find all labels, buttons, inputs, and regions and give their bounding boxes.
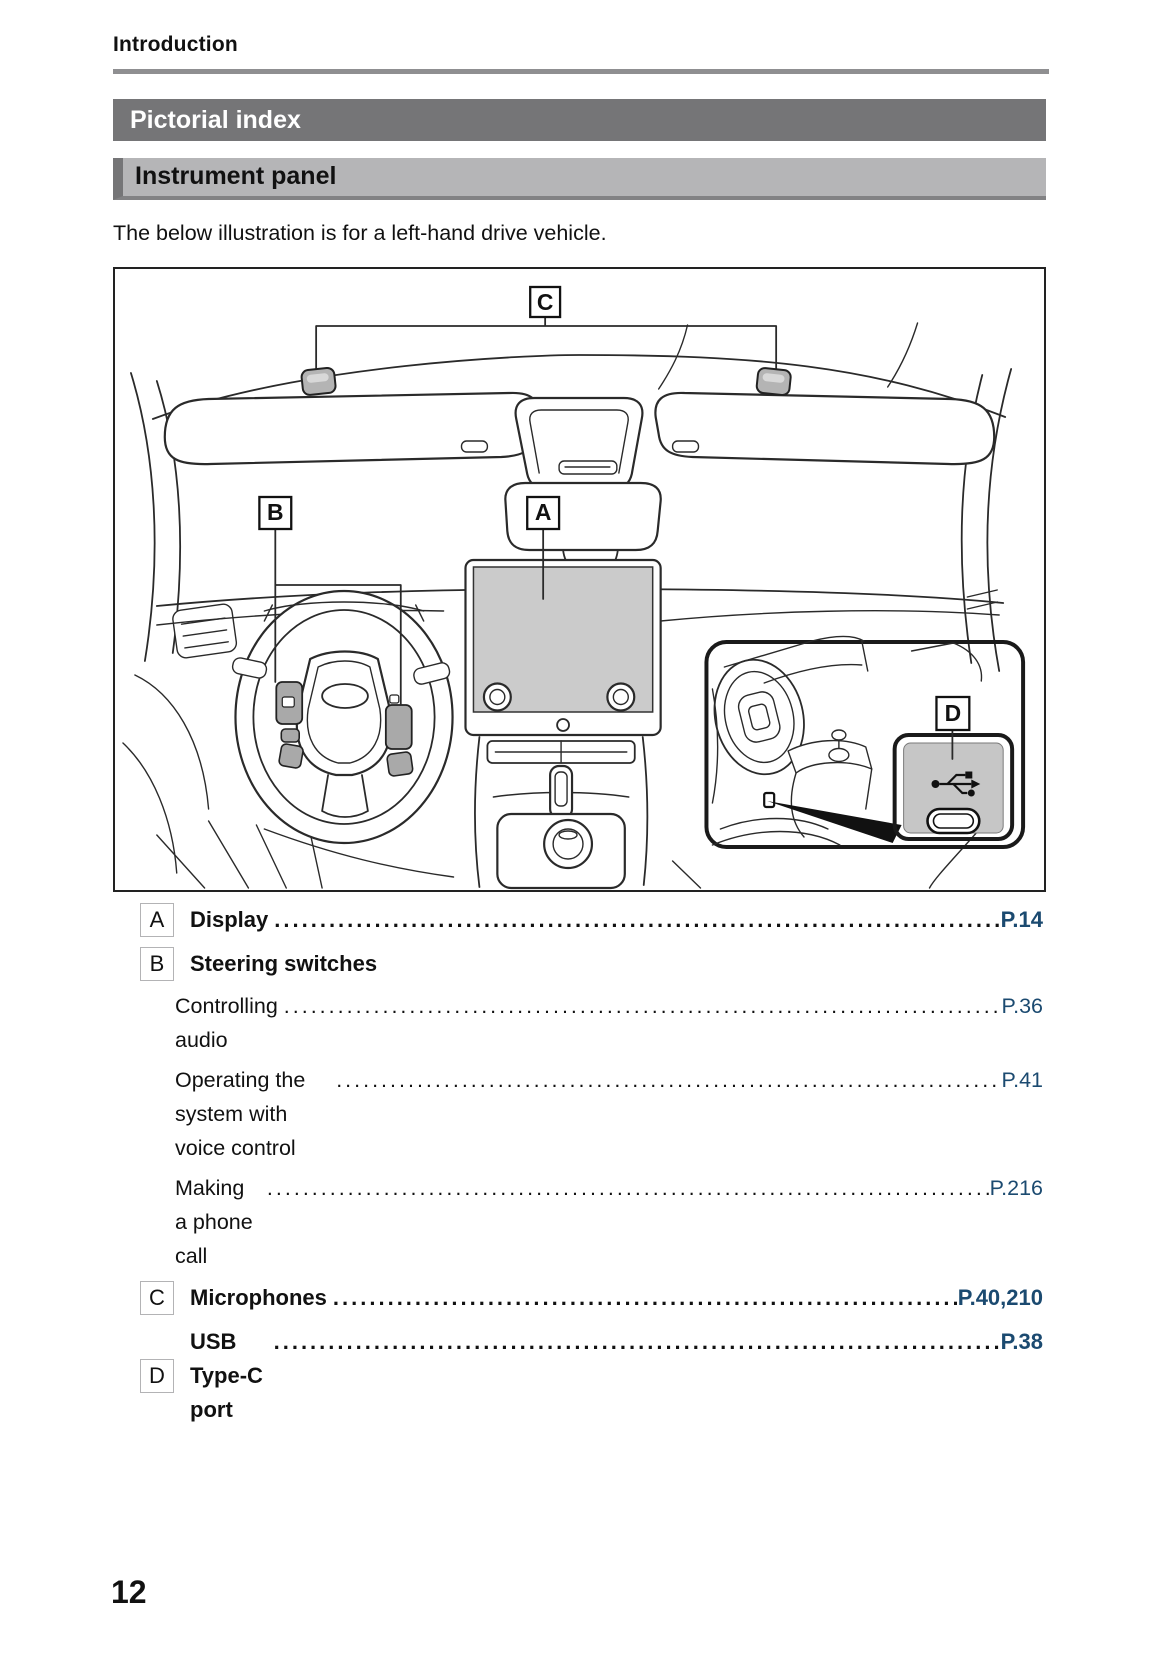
page-ref: P.14 — [1000, 907, 1043, 932]
dot-leader — [274, 903, 999, 937]
index-subitem-controlling-audio — [113, 989, 1046, 1057]
microphone-right — [756, 367, 791, 395]
dot-leader — [333, 1281, 957, 1315]
index-item-microphones — [113, 1281, 1046, 1315]
index-item-display — [113, 903, 1046, 937]
intro-text: The below illustration is for a left-hand drive vehicle. — [113, 221, 607, 245]
callout-d-letter: D — [944, 699, 962, 727]
usb-inset — [703, 637, 1023, 848]
magnifier-pointer — [767, 801, 901, 843]
instrument-panel-figure — [113, 267, 1046, 892]
dot-leader — [284, 989, 1001, 1023]
subsection-banner-label: Instrument panel — [135, 162, 337, 190]
index-item-usb-port — [113, 1325, 1046, 1427]
header-rule — [113, 69, 1049, 74]
page-ref: P.216 — [989, 1176, 1043, 1200]
page-ref: P.38 — [1000, 1329, 1043, 1354]
pictorial-index-list — [113, 903, 1046, 1437]
usb-port-location-marker — [764, 793, 774, 807]
index-subitem-phone-call — [113, 1171, 1046, 1273]
callout-c-letter: C — [536, 288, 554, 316]
callout-badge-d — [140, 1359, 174, 1393]
dot-leader — [267, 1171, 989, 1205]
subsection-banner — [113, 158, 1046, 200]
callout-a-letter: A — [534, 498, 552, 526]
instrument-panel-diagram — [115, 269, 1044, 890]
dot-leader — [274, 1325, 1000, 1359]
steering-switches-right — [386, 695, 413, 777]
index-sublabel: Operating the system with voice control — [175, 1068, 306, 1160]
index-item-steering-switches — [113, 947, 1046, 981]
callout-badge-b — [140, 947, 174, 981]
page-number: 12 — [111, 1574, 147, 1610]
usb-c-port — [928, 809, 980, 833]
page-ref: P.36 — [1001, 994, 1043, 1018]
badge-letter: C — [149, 1285, 165, 1310]
index-sublabel: Controlling audio — [175, 994, 278, 1052]
steering-wheel — [231, 591, 452, 843]
index-label: USB Type-C port — [190, 1329, 263, 1422]
callout-c — [301, 287, 791, 396]
badge-letter: A — [149, 907, 165, 932]
usb-magnified-panel — [895, 697, 1012, 839]
index-label: Display — [190, 907, 269, 932]
dot-leader — [336, 1063, 1000, 1097]
index-subitem-voice-control — [113, 1063, 1046, 1165]
index-label: Steering switches — [190, 951, 378, 976]
callout-badge-a — [140, 903, 174, 937]
section-banner-label: Pictorial index — [130, 106, 301, 134]
page-ref: P.41 — [1001, 1068, 1043, 1092]
page-ref: P.40,210 — [957, 1285, 1043, 1310]
callout-badge-c — [140, 1281, 174, 1315]
badge-letter: B — [149, 951, 165, 976]
rearview-mirror — [505, 398, 660, 575]
index-label: Microphones — [190, 1285, 327, 1310]
microphone-left — [301, 367, 336, 395]
center-console — [475, 737, 647, 888]
chapter-header: Introduction — [113, 33, 238, 56]
section-banner — [113, 99, 1046, 141]
index-sublabel: Making a phone call — [175, 1176, 253, 1268]
badge-letter: D — [149, 1363, 165, 1388]
callout-b-letter: B — [267, 498, 284, 526]
display-screen — [465, 560, 660, 735]
